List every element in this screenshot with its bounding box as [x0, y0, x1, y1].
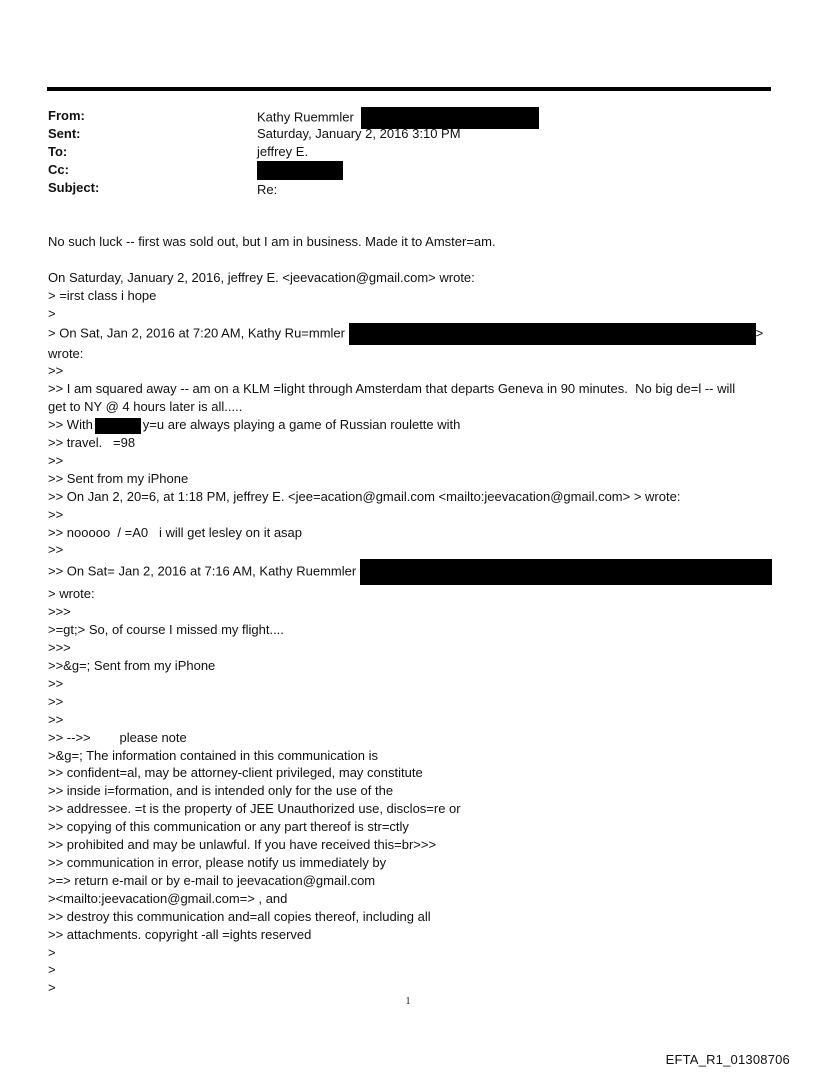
to-row	[48, 143, 768, 161]
sent-value: Saturday, January 2, 2016 3:10 PM	[257, 126, 461, 141]
body-line: >>	[48, 675, 64, 691]
body-text: > On Sat, Jan 2, 2016 at 7:20 AM, Kathy Ru=mmler	[48, 324, 345, 340]
body-line: >>>	[48, 604, 71, 620]
body-line: >> confident=al, may be attorney-client privileged, may constitute	[48, 765, 423, 781]
sent-row	[48, 125, 768, 143]
redaction-block	[360, 559, 772, 585]
from-row	[48, 107, 768, 125]
body-text: >> With	[48, 417, 93, 433]
body-line: >>	[48, 452, 64, 468]
body-text: >	[755, 324, 764, 340]
body-line: >>	[48, 542, 64, 558]
cc-label: Cc:	[48, 162, 69, 177]
redaction-block	[257, 161, 343, 180]
body-line: > wrote:	[48, 586, 95, 602]
body-line: >	[48, 944, 56, 960]
email-header	[48, 107, 768, 197]
sent-label: Sent:	[48, 126, 81, 141]
subject-row	[48, 179, 768, 197]
from-label: From:	[48, 108, 85, 123]
body-line: >> copying of this communication or any part thereof is str=ctly	[48, 819, 409, 835]
body-line: >> I am squared away -- am on a KLM =light through Amsterdam that departs Geneva in 90 minutes. No big de=l -- will	[48, 381, 736, 397]
body-line: ><mailto:jeevacation@gmail.com=> , and	[48, 890, 288, 906]
body-line: >>	[48, 711, 64, 727]
subject-label: Subject:	[48, 180, 100, 195]
body-line: No such luck -- first was sold out, but I am in business. Made it to Amster=am.	[48, 234, 496, 249]
body-line: >>	[48, 693, 64, 709]
page-number: 1	[405, 996, 411, 1007]
body-line: >> nooooo / =A0 i will get lesley on it asap	[48, 524, 303, 540]
body-line: On Saturday, January 2, 2016, jeffrey E. <jeevacation@gmail.com> wrote:	[48, 269, 475, 285]
body-line: >	[48, 980, 56, 996]
cc-value-wrap	[257, 161, 343, 180]
body-text: y=u are always playing a game of Russian roulette with	[142, 417, 461, 433]
subject-value: Re:	[257, 182, 278, 197]
body-line: >=gt;> So, of course I missed my flight....	[48, 622, 284, 638]
body-text: >> On Sat= Jan 2, 2016 at 7:16 AM, Kathy Ruemmler	[48, 563, 357, 579]
body-line: >=> return e-mail or by e-mail to jeevacation@gmail.com	[48, 872, 376, 888]
header-rule	[47, 87, 771, 91]
body-line: >&g=; The information contained in this communication is	[48, 747, 378, 763]
email-body	[48, 233, 788, 997]
body-line: >> Sent from my iPhone	[48, 470, 189, 486]
body-line: >	[48, 962, 56, 978]
body-line	[48, 416, 788, 434]
cc-row	[48, 161, 768, 179]
body-line: get to NY @ 4 hours later is all.....	[48, 399, 243, 415]
blank-line	[48, 251, 788, 269]
body-line	[48, 323, 788, 345]
redaction-block	[349, 323, 756, 345]
body-line: >> communication in error, please notify us immediately by	[48, 854, 387, 870]
body-line: wrote:	[48, 345, 84, 361]
body-line: >> prohibited and may be unlawful. If you have received this=br>>>	[48, 837, 437, 853]
to-value: jeffrey E.	[257, 144, 309, 159]
body-line: >>	[48, 506, 64, 522]
body-line: >>&g=; Sent from my iPhone	[48, 658, 216, 674]
body-line: >> On Jan 2, 20=6, at 1:18 PM, jeffrey E. <jee=acation@gmail.com <mailto:jeevacation@gmail.com> > wrote:	[48, 488, 681, 504]
body-line: >>	[48, 363, 64, 379]
body-line: >> destroy this communication and=all copies thereof, including all	[48, 908, 431, 924]
redaction-block	[95, 418, 141, 434]
body-line	[48, 559, 788, 585]
body-line: > =irst class i hope	[48, 287, 157, 303]
from-value: Kathy Ruemmler	[257, 109, 354, 125]
body-line: >>>	[48, 640, 71, 656]
body-line: >	[48, 305, 56, 321]
body-line: >> addressee. =t is the property of JEE Unauthorized use, disclos=re or	[48, 801, 461, 817]
to-label: To:	[48, 144, 68, 159]
body-line: >> attachments. copyright -all =ights reserved	[48, 926, 312, 942]
body-line: >> travel. =98	[48, 435, 136, 451]
document-id: EFTA_R1_01308706	[665, 1052, 790, 1067]
body-line: >> -->> please note	[48, 729, 187, 745]
body-line: >> inside i=formation, and is intended only for the use of the	[48, 783, 394, 799]
